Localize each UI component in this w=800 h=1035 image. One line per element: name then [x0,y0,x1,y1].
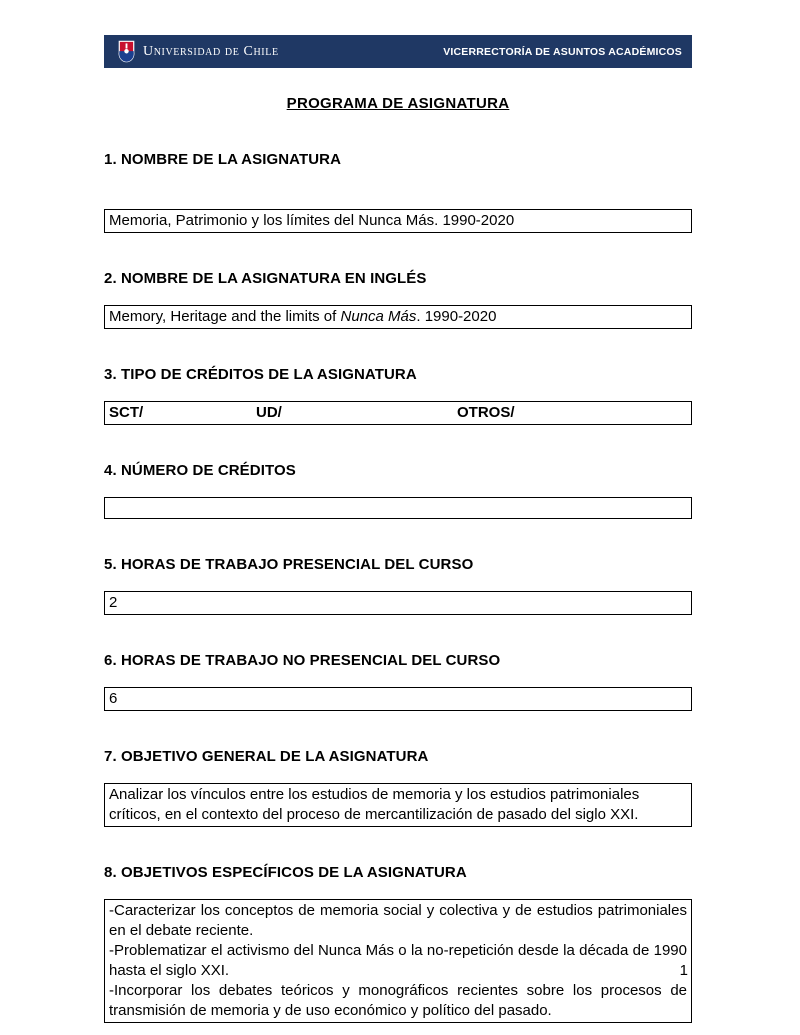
course-name-en-prefix: Memory, Heritage and the limits of [109,308,341,325]
section-6-heading: 6. HORAS DE TRABAJO NO PRESENCIAL DEL CURSO [104,652,501,669]
credit-label-ud: UD/ [256,404,282,421]
university-crest-icon [118,40,135,63]
section-5-heading: 5. HORAS DE TRABAJO PRESENCIAL DEL CURSO [104,556,474,573]
section-1-heading: 1. NOMBRE DE LA ASIGNATURA [104,151,342,168]
section-4-value-box [104,497,692,519]
course-name-es: Memoria, Patrimonio y los límites del Nunca Más. 1990-2020 [109,212,515,229]
university-logo [118,40,279,63]
section-7-value-box [104,783,692,827]
section-3-heading: 3. TIPO DE CRÉDITOS DE LA ASIGNATURA [104,366,417,383]
section-7-heading: 7. OBJETIVO GENERAL DE LA ASIGNATURA [104,748,429,765]
credit-label-otros: OTROS/ [457,404,515,421]
section-2-heading: 2. NOMBRE DE LA ASIGNATURA EN INGLÉS [104,270,427,287]
course-name-en-italic: Nunca Más [340,308,417,325]
section-3-credits-box [104,401,692,425]
section-8-value-box [104,899,692,1023]
presential-hours-value: 2 [109,594,118,611]
course-name-en-suffix: . 1990-2020 [416,308,497,325]
non-presential-hours-value: 6 [109,690,118,707]
credit-label-sct: SCT/ [109,404,144,421]
page-content [104,35,692,1023]
section-6-value-box [104,687,692,711]
header-office-label: VICERRECTORÍA DE ASUNTOS ACADÉMICOS [443,45,682,58]
header-bar [104,35,692,68]
section-4-heading: 4. NÚMERO DE CRÉDITOS [104,462,296,479]
specific-objective-item: -Caracterizar los conceptos de memoria social y colectiva y de estudios patrimoniales en el debate reciente. [109,902,687,939]
section-2-value-box [104,305,692,329]
specific-objective-item: -Problematizar el activismo del Nunca Más o la no-repetición desde la década de 1990 hasta el siglo XXI. [109,942,687,979]
page-number: 1 [679,962,688,979]
section-8-heading: 8. OBJETIVOS ESPECÍFICOS DE LA ASIGNATURA [104,864,467,881]
university-name: Universidad de Chile [143,43,279,59]
section-5-value-box [104,591,692,615]
specific-objective-item: -Incorporar los debates teóricos y monográficos recientes sobre los procesos de transmisión de memoria y de uso económico y político del pasado. [109,982,687,1019]
section-1-value-box [104,209,692,233]
general-objective-text: Analizar los vínculos entre los estudios de memoria y los estudios patrimoniales críticos, en el contexto del proceso de mercantilización de pasado del siglo XXI. [109,786,640,823]
document-title: PROGRAMA DE ASIGNATURA [286,95,510,112]
